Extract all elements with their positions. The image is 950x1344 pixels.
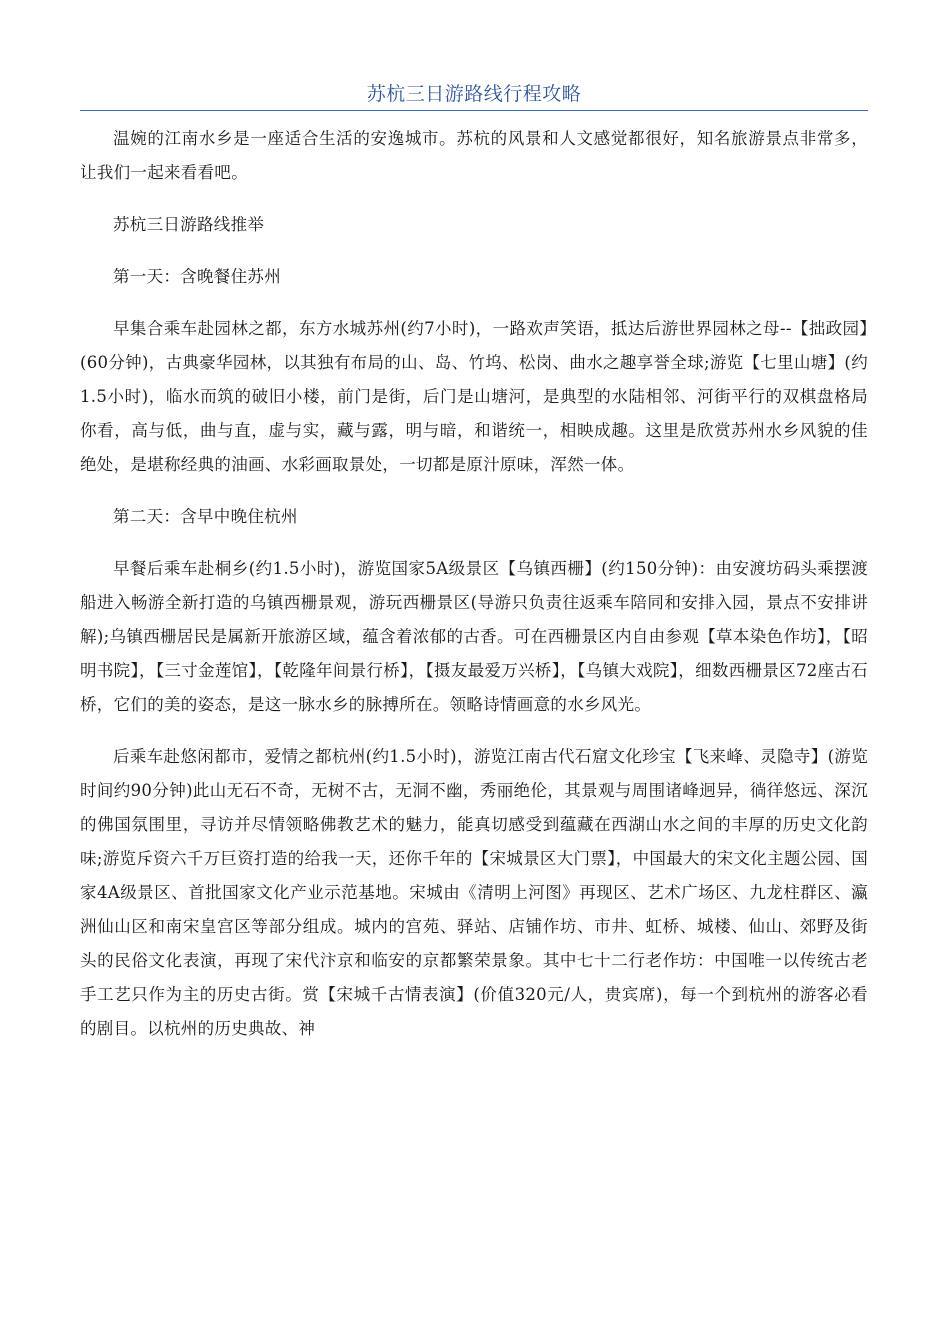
page-header bbox=[80, 78, 868, 111]
intro-paragraph: 温婉的江南水乡是一座适合生活的安逸城市。苏杭的风景和人文感觉都很好，知名旅游景点非常多，让我们一起来看看吧。 bbox=[80, 129, 868, 182]
day-two-paragraph: 早餐后乘车赴桐乡(约1.5小时)，游览国家5A级景区【乌镇西栅】(约150分钟)：由安渡坊码头乘摆渡船进入畅游全新打造的乌镇西栅景观，游玩西栅景区(导游只负责往返乘车陪同和安排入园，景点不安排讲解);乌镇西栅居民是属新开旅游区域，蕴含着浓郁的古香。可在西栅景区内自由参观【草本染色作坊】，【昭明书院】，【三寸金莲馆】，【乾隆年间景行桥】，【摄友最爱万兴桥】，【乌镇大戏院】，细数西栅景区72座古石桥，它们的美的姿态，是这一脉水乡的脉搏所在。领略诗情画意的水乡风光。 bbox=[80, 559, 868, 714]
document-title: 苏杭三日游路线行程攻略 bbox=[366, 83, 582, 105]
route-heading: 苏杭三日游路线推举 bbox=[113, 215, 265, 234]
day-two-heading: 第二天：含早中晚住杭州 bbox=[113, 507, 298, 526]
document-body bbox=[80, 122, 868, 1064]
hangzhou-paragraph: 后乘车赴悠闲都市，爱情之都杭州(约1.5小时)，游览江南古代石窟文化珍宝【飞来峰、灵隐寺】(游览时间约90分钟)此山无石不奇，无树不古，无洞不幽，秀丽绝伦，其景观与周围诸峰迥异，徜徉悠远、深沉的佛国氛围里，寻访并尽情领略佛教艺术的魅力，能真切感受到蕴藏在西湖山水之间的丰厚的历史文化韵味;游览斥资六千万巨资打造的给我一天，还你千年的【宋城景区大门票】，中国最大的宋文化主题公园、国家4A级景区、首批国家文化产业示范基地。宋城由《清明上河图》再现区、艺术广场区、九龙柱群区、瀛洲仙山区和南宋皇宫区等部分组成。城内的宫苑、驿站、店铺作坊、市井、虹桥、城楼、仙山、郊野及街头的民俗文化表演，再现了宋代汴京和临安的京都繁荣景象。其中七十二行老作坊：中国唯一以传统古老手工艺只作为主的历史古街。赏【宋城千古情表演】(价值320元/人，贵宾席)，每一个到杭州的游客必看的剧目。以杭州的历史典故、神 bbox=[80, 747, 868, 1038]
day-one-heading: 第一天：含晚餐住苏州 bbox=[113, 267, 281, 286]
day-one-paragraph: 早集合乘车赴园林之都，东方水城苏州(约7小时)，一路欢声笑语，抵达后游世界园林之母--【拙政园】(60分钟)，古典豪华园林，以其独有布局的山、岛、竹坞、松岗、曲水之趣享誉全球;游览【七里山塘】(约1.5小时)，临水而筑的破旧小楼，前门是街，后门是山塘河，是典型的水陆相邻、河街平行的双棋盘格局你看，高与低，曲与直，虚与实，藏与露，明与暗，和谐统一，相映成趣。这里是欣赏苏州水乡风貌的佳绝处，是堪称经典的油画、水彩画取景处，一切都是原汁原味，浑然一体。 bbox=[80, 319, 868, 474]
